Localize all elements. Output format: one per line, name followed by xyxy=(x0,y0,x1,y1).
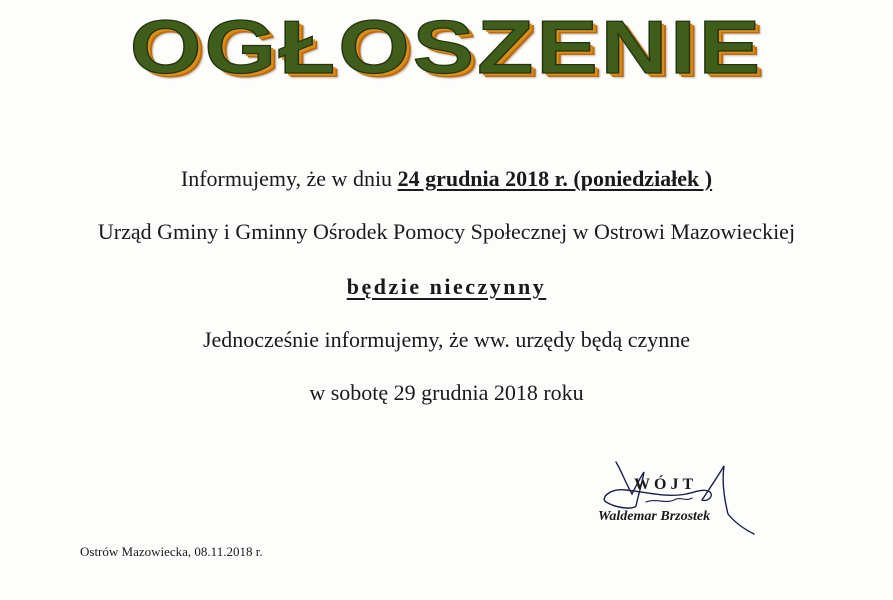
closed-statement: będzie nieczynny xyxy=(346,274,547,299)
signature-office: WÓJT xyxy=(634,476,698,493)
signature-name: Waldemar Brzostek xyxy=(598,509,711,524)
notice-line-date-highlight: 24 grudnia 2018 r. (poniedziałek ) xyxy=(397,166,713,191)
notice-line-saturday: w sobotę 29 grudnia 2018 roku xyxy=(309,380,584,405)
place-and-date: Ostrów Mazowiecka, 08.11.2018 r. xyxy=(80,544,263,559)
notice-line-closed xyxy=(0,276,893,298)
notice-title: OGŁOSZENIE xyxy=(129,5,764,90)
notice-line-date xyxy=(0,168,893,190)
notice-line-offices: Urząd Gminy i Gminny Ośrodek Pomocy Społecznej w Ostrowi Mazowieckiej xyxy=(97,219,796,244)
handwritten-signature xyxy=(586,458,766,538)
notice-line-open-info: Jednocześnie informujemy, że ww. urzędy będą czynne xyxy=(202,327,691,352)
notice-line-date-prefix: Informujemy, że w dniu xyxy=(180,166,398,191)
signature-block xyxy=(586,458,766,538)
